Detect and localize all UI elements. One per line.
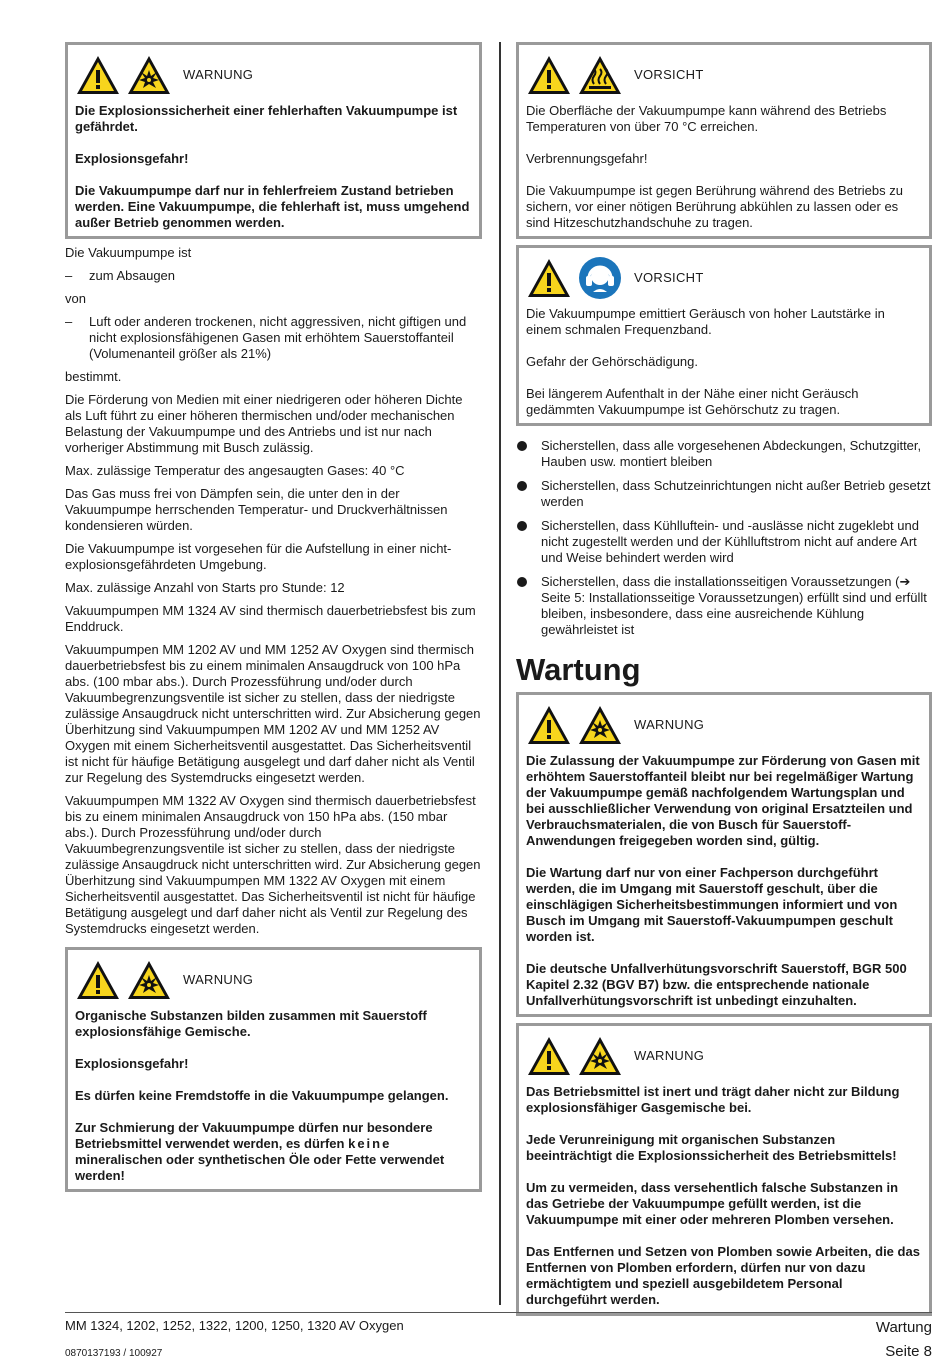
signal-word: WARNUNG (183, 67, 254, 82)
footer-section: Wartung (875, 1319, 932, 1336)
caution-text: Gefahr der Gehörschädigung. (526, 354, 698, 369)
von-text: von (65, 291, 86, 306)
warning-text: Zur Schmierung der Vakuumpumpe dürfen nur besondere Betriebsmittel verwendet werden, es dürfen keine mineralischen oder synthetischen Öle oder Fette verwendet werden! (75, 1120, 445, 1183)
arrow-right-icon: ➔ (899, 574, 911, 589)
dash-item: – zum Absaugen (65, 268, 176, 283)
general-warning-icon (526, 703, 572, 747)
explosion-warning-icon (577, 703, 623, 747)
column-divider (499, 42, 501, 1305)
signal-word: VORSICHT (634, 67, 704, 82)
warning-box-organic (65, 947, 482, 1192)
body-paragraph: Die Förderung von Medien mit einer niedrigeren oder höheren Dichte als Luft führt zu einer höheren thermischen und/oder mechanischen Belastung der Vakuumpumpe und des Antriebs und ist nur nach vorheriger Abstimmung mit Busch zulässig. (65, 392, 463, 455)
caution-box-noise (516, 245, 932, 426)
bullet-item: Sicherstellen, dass die installationsseitigen Voraussetzungen (➔ Seite 5: Installationsseitige Voraussetzungen) erfüllt sind und erfüllt bleiben, insbesondere, dass eine ausreichende Kühlung gewährleistet ist (516, 574, 932, 638)
caution-text: Die Vakuumpumpe ist gegen Berührung während des Betriebs zu sichern, vor einer nötigen Berührung abkühlen zu lassen oder es sind Hitzeschutzhandschuhe zu tragen. (526, 183, 903, 230)
warning-text: Explosionsgefahr! (75, 151, 189, 166)
section-heading: Wartung (516, 652, 641, 687)
bullet-item: Sicherstellen, dass alle vorgesehenen Abdeckungen, Schutzgitter, Hauben usw. montiert bleiben (516, 438, 932, 470)
footer-rule (65, 1312, 932, 1313)
signal-word: WARNUNG (183, 972, 254, 987)
signal-word: WARNUNG (634, 717, 705, 732)
warning-box-explosion (65, 42, 482, 239)
hot-surface-icon (577, 53, 623, 97)
warning-text: Die Explosionssicherheit einer fehlerhaften Vakuumpumpe ist gefährdet. (75, 103, 458, 134)
warning-text: Es dürfen keine Fremdstoffe in die Vakuumpumpe gelangen. (75, 1088, 449, 1103)
signal-word: WARNUNG (634, 1048, 705, 1063)
explosion-warning-icon (126, 958, 172, 1002)
body-paragraph: Das Gas muss frei von Dämpfen sein, die unter den in der Vakuumpumpe herrschenden Temperatur- und Druckverhältnissen kondensieren würden. (65, 486, 448, 533)
warning-text: Das Entfernen und Setzen von Plomben sowie Arbeiten, die das Entfernen von Plomben erfordern, dürfen nur von dazu ermächtigtem und speziell ausgebildetem Personal durchgeführt werden. (526, 1244, 920, 1307)
intro-text: Die Vakuumpumpe ist (65, 245, 192, 260)
body-paragraph: Die Vakuumpumpe ist vorgesehen für die Aufstellung in einer nicht-explosionsgefährdeten Umgebung. (65, 541, 452, 572)
signal-word: VORSICHT (634, 270, 704, 285)
warning-box-lubricant (516, 1023, 932, 1316)
warning-text: Das Betriebsmittel ist inert und trägt daher nicht zur Bildung explosionsfähiger Gasgemische bei. (526, 1084, 900, 1115)
warning-text: Explosionsgefahr! (75, 1056, 189, 1071)
warning-box-maintenance (516, 692, 932, 1017)
caution-text: Bei längerem Aufenthalt in der Nähe einer nicht Geräusch gedämmten Vakuumpumpe ist Gehörschutz zu tragen. (526, 386, 859, 417)
body-paragraph: Max. zulässige Anzahl von Starts pro Stunde: 12 (65, 580, 345, 595)
general-warning-icon (526, 1034, 572, 1078)
body-paragraph: Vakuumpumpen MM 1322 AV Oxygen sind thermisch dauerbetriebsfest bis zu einem minimalen Ansaugdruck von 150 hPa abs. (150 mbar abs.). Durch Prozessführung und/oder durch Vakuumbegrenzungsventile ist sicher zu stellen, dass der niedrigste zulässige Ansaugdruck nicht unterschritten wird. Zur Absicherung gegen Überhitzung sind Vakuumpumpen MM 1322 AV Oxygen mit einem Sicherheitsventil ausgestattet. Das Sicherheitsventil ist nicht für häufige Betätigung ausgelegt und darf daher nicht als Ventil zur Regelung des Systemdrucks eingesetzt werden. (65, 793, 481, 936)
general-warning-icon (75, 53, 121, 97)
warning-text: Die Vakuumpumpe darf nur in fehlerfreiem Zustand betrieben werden. Eine Vakuumpumpe, die fehlerhaft ist, muss umgehend außer Betrieb genommen werden. (75, 183, 470, 230)
warning-text: Die Zulassung der Vakuumpumpe zur Förderung von Gasen mit erhöhtem Sauerstoffanteil bleibt nur bei regelmäßiger Wartung der Vakuumpumpe gemäß nachfolgendem Wartungsplan und bei ausschließlicher Verwendung von original Ersatzteilen und Verbrauchsmaterialen, die von Busch für Sauerstoff-Anwendungen freigegeben worden sind, gültig. (526, 753, 920, 848)
cross-reference-link[interactable]: ➔ Seite 5: Installationsseitige Voraussetzungen) erfüllt sind und erfüllt bleiben, insbesondere, dass eine ausreichende Kühlung gewährleistet ist (541, 574, 927, 637)
explosion-warning-icon (577, 1034, 623, 1078)
footer-doc-number: 0870137193 / 100927 (65, 1348, 163, 1359)
right-column (516, 42, 932, 1322)
caution-box-hot-surface (516, 42, 932, 239)
caution-text: Die Vakuumpumpe emittiert Geräusch von hoher Lautstärke in einem schmalen Frequenzband. (526, 306, 885, 337)
body-paragraph: Vakuumpumpen MM 1202 AV und MM 1252 AV Oxygen sind thermisch dauerbetriebsfest bis zu einem minimalen Ansaugdruck von 100 hPa abs. (100 mbar abs.). Durch Prozessführung und/oder durch Vakuumbegrenzungsventile ist sicher zu stellen, dass der niedrigste zulässige Ansaugdruck nicht unterschritten wird. Zur Absicherung gegen Überhitzung sind Vakuumpumpen MM 1202 AV und MM 1252 AV Oxygen mit einem Sicherheitsventil ausgestattet. Das Sicherheitsventil ist nicht für häufige Betätigung ausgelegt und darf daher nicht als Ventil zur Regelung des Systemdrucks eingesetzt werden. (65, 642, 481, 785)
emphasis-text: keine (348, 1136, 392, 1151)
footer-right (876, 1316, 932, 1364)
explosion-warning-icon (126, 53, 172, 97)
warning-text: Um zu vermeiden, dass versehentlich falsche Substanzen in das Getriebe der Vakuumpumpe gefüllt werden, ist die Vakuumpumpe mit einer oder mehreren Plomben versehen. (526, 1180, 899, 1227)
bestimmt-text: bestimmt. (65, 369, 122, 384)
caution-text: Die Oberfläche der Vakuumpumpe kann während des Betriebs Temperaturen von über 70 °C erreichen. (526, 103, 887, 134)
page-number: Seite 8 (885, 1343, 932, 1360)
general-warning-icon (526, 256, 572, 300)
bullet-item: Sicherstellen, dass Schutzeinrichtungen nicht außer Betrieb gesetzt werden (516, 478, 932, 510)
left-column (65, 42, 482, 1198)
bullet-item: Sicherstellen, dass Kühlluftein- und -auslässe nicht zugeklebt und nicht zugestellt werden und der Kühlluftstrom nicht auf andere Art und Weise behindert werden wird (516, 518, 932, 566)
warning-text: Jede Verunreinigung mit organischen Substanzen beeinträchtigt die Explosionssicherheit des Betriebsmittels! (526, 1132, 897, 1163)
body-paragraph: Max. zulässige Temperatur des angesaugten Gases: 40 °C (65, 463, 405, 478)
body-paragraph: Vakuumpumpen MM 1324 AV sind thermisch dauerbetriebsfest bis zum Enddruck. (65, 603, 476, 634)
warning-text: Die Wartung darf nur von einer Fachperson durchgeführt werden, die im Umgang mit Sauerstoff geschult, über die einschlägigen Sicherheitsbestimmungen informiert und von Busch im Umgang mit Sauerstoff-Vakuumpumpen geschult worden ist. (526, 865, 898, 944)
caution-text: Verbrennungsgefahr! (526, 151, 648, 166)
warning-text: Organische Substanzen bilden zusammen mit Sauerstoff explosionsfähige Gemische. (75, 1008, 427, 1039)
footer-models: MM 1324, 1202, 1252, 1322, 1200, 1250, 1320 AV Oxygen (65, 1318, 404, 1333)
general-warning-icon (526, 53, 572, 97)
hearing-protection-icon (577, 256, 623, 300)
dash-item: – Luft oder anderen trockenen, nicht aggressiven, nicht giftigen und nicht explosionsfähigenen Gasen mit erhöhtem Sauerstoffanteil (Volumenanteil größer als 21%) (65, 314, 467, 361)
general-warning-icon (75, 958, 121, 1002)
warning-text: Die deutsche Unfallverhütungsvorschrift Sauerstoff, BGR 500 Kapitel 2.32 (BGV B7) bzw. die entsprechende nationale Unfallverhütungsvorschrift ist unbedingt einzuhalten. (526, 961, 907, 1008)
